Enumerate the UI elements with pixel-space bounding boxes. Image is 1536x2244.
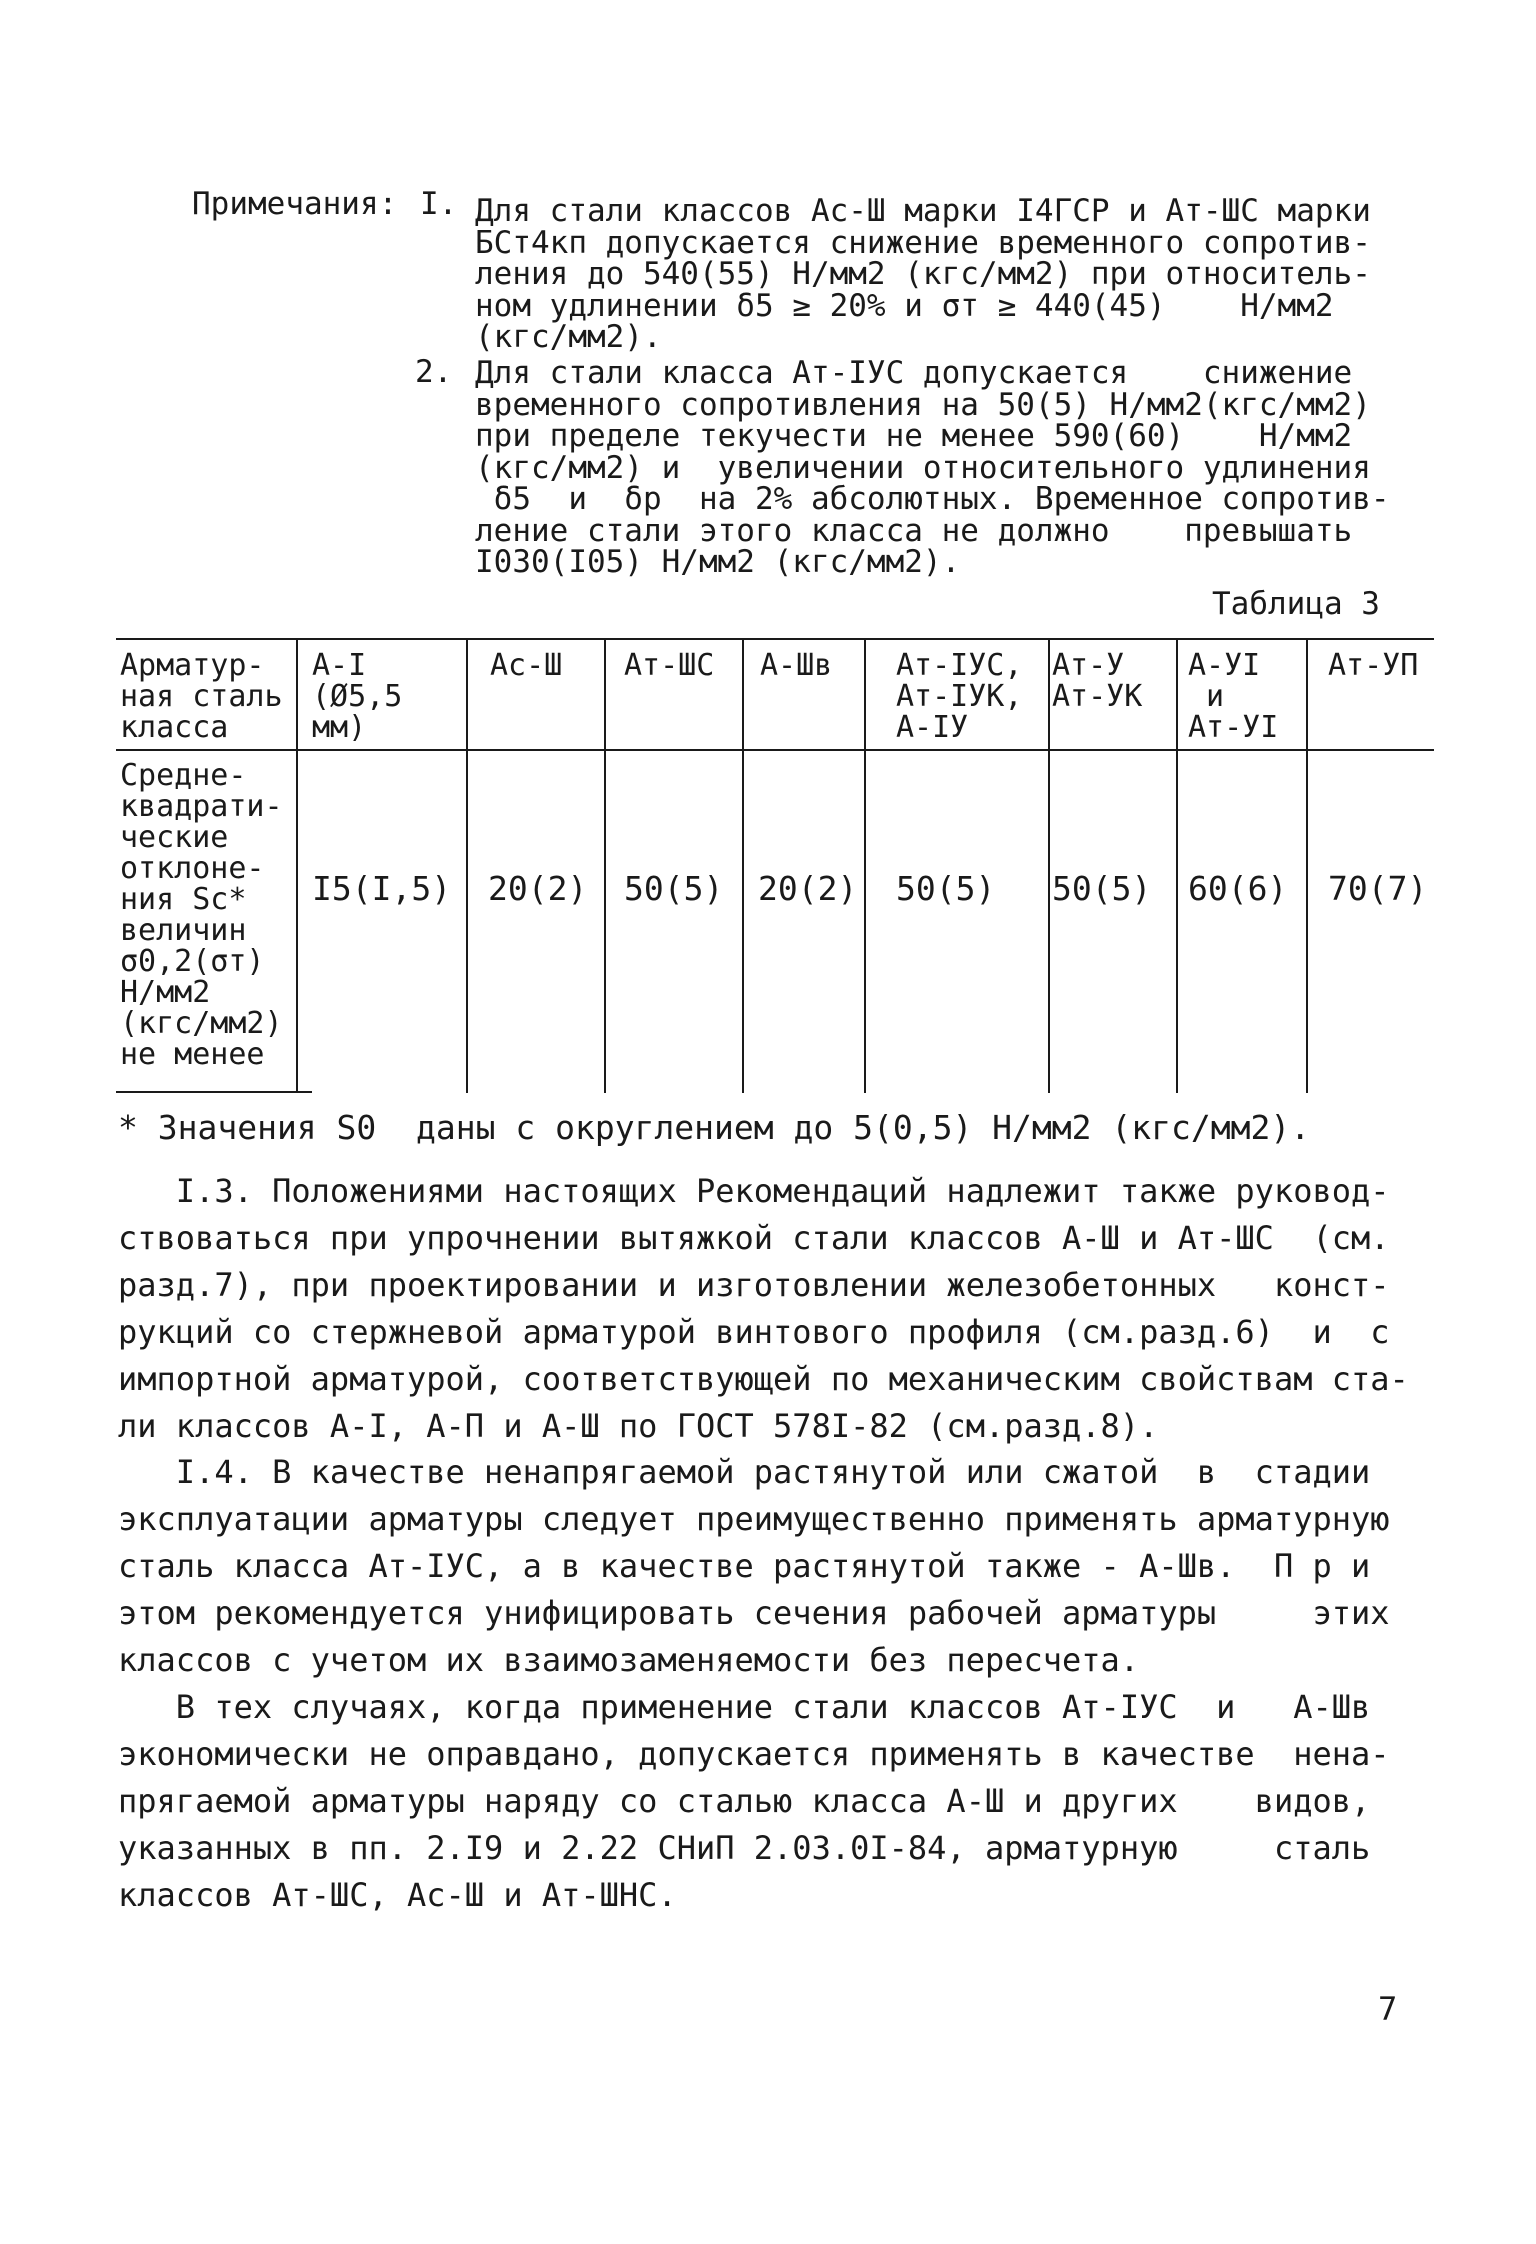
- paragraph-exceptions: [118, 1684, 1416, 1919]
- paragraph-line: экономически не оправдано, допускается применять в качестве нена-: [118, 1735, 1390, 1773]
- column-divider: [296, 638, 298, 1093]
- column-divider: [864, 638, 866, 1093]
- properties-table: [116, 638, 1434, 1093]
- notes-label: Примечания:: [192, 186, 398, 222]
- table-caption: Таблица 3: [1212, 586, 1380, 622]
- header-line: Ас-Ш: [490, 648, 563, 683]
- note-line: БСт4кп допускается снижение временного сопротив-: [475, 224, 1371, 261]
- table-value: 20(2): [758, 869, 858, 908]
- paragraph-line: классов Ат-ШС, Ас-Ш и Ат-ШНС.: [118, 1876, 677, 1914]
- column-divider: [604, 638, 606, 1093]
- header-line: Ат-IУК,: [896, 679, 1023, 714]
- header-cell: [1052, 650, 1142, 712]
- note-line: (кгс/мм2) и увеличении относительного удлинения: [475, 449, 1371, 486]
- note-text: [475, 193, 1410, 355]
- row-label-line: отклоне-: [120, 851, 265, 886]
- table-value: 70(7): [1328, 869, 1428, 908]
- note-number: 2.: [415, 354, 453, 390]
- header-line: Ат-IУС,: [896, 648, 1023, 683]
- table-bottom-border: [116, 1091, 312, 1093]
- header-cell: [1328, 650, 1418, 681]
- paragraph-line: разд.7), при проектировании и изготовлении железобетонных конст-: [118, 1266, 1390, 1304]
- paragraph-1-4: [118, 1449, 1416, 1684]
- row-label: [120, 760, 283, 1070]
- note-line: при пределе текучести не менее 590(60) Н/мм2: [475, 418, 1353, 454]
- row-label-line: Н/мм2: [120, 975, 211, 1010]
- header-line: Ат-ШС: [624, 648, 715, 683]
- note-line: Для стали классов Ас-Ш марки I4ГСР и Ат-ШС марки: [475, 193, 1371, 229]
- note-line: Для стали класса Ат-IУС допускается снижение: [475, 355, 1353, 391]
- header-cell: [760, 650, 832, 681]
- paragraph-line: эксплуатации арматуры следует преимущественно применять арматурную: [118, 1500, 1390, 1538]
- paragraph-line: этом рекомендуется унифицировать сечения рабочей арматуры этих: [118, 1594, 1390, 1632]
- paragraph-line: В тех случаях, когда применение стали классов Ат-IУС и А-Шв: [118, 1688, 1371, 1726]
- header-line: Арматур-: [120, 648, 265, 683]
- note-line: (кгс/мм2).: [475, 319, 662, 355]
- header-cell: [624, 650, 714, 681]
- header-line: (Ø5,5: [312, 679, 403, 714]
- header-line: Ат-У: [1052, 648, 1125, 683]
- header-line: Ат-УI: [1188, 710, 1279, 745]
- column-divider: [1176, 638, 1178, 1093]
- table-value: I5(I,5): [312, 869, 452, 908]
- table-footnote: * Значения S0 даны с округлением до 5(0,5) Н/мм2 (кгс/мм2).: [118, 1108, 1311, 1147]
- note-text: [475, 355, 1410, 580]
- header-line: А-I: [312, 648, 367, 683]
- column-divider: [742, 638, 744, 1093]
- header-line: и: [1188, 679, 1225, 714]
- header-line: класса: [120, 710, 229, 745]
- note-line: δ5 и δр на 2% абсолютных. Временное сопротив-: [475, 481, 1390, 517]
- column-divider: [1048, 638, 1050, 1093]
- header-cell: [1188, 650, 1278, 743]
- page-number: 7: [1378, 1990, 1398, 2028]
- row-label-line: Средне-: [120, 758, 247, 793]
- table-value: 50(5): [896, 869, 996, 908]
- row-label-line: (кгс/мм2): [120, 1006, 283, 1041]
- header-cell: [896, 650, 1022, 743]
- header-row-label: [120, 650, 283, 743]
- row-label-line: квадрати-: [120, 789, 283, 824]
- column-divider: [466, 638, 468, 1093]
- header-cell: [312, 650, 402, 743]
- column-divider: [1306, 638, 1308, 1093]
- paragraph-line: указанных в пп. 2.I9 и 2.22 СНиП 2.03.0I-84, арматурную сталь: [118, 1829, 1371, 1867]
- note-line: ление стали этого класса не должно превышать: [475, 512, 1353, 549]
- table-value: 50(5): [624, 869, 724, 908]
- header-cell: [490, 650, 562, 681]
- paragraph-line: сталь класса Ат-IУС, а в качестве растянутой также - А-Шв. П р и: [118, 1547, 1371, 1585]
- paragraph-line: I.4. В качестве ненапрягаемой растянутой или сжатой в стадии: [118, 1453, 1371, 1491]
- header-line: А-Шв: [760, 648, 833, 683]
- header-line: А-IУ: [896, 710, 969, 745]
- note-line: ном удлинении δ5 ≥ 20% и σт ≥ 440(45) Н/мм2: [475, 287, 1334, 324]
- table-header-border: [116, 749, 1434, 751]
- header-line: Ат-УП: [1328, 648, 1419, 683]
- table-value: 60(6): [1188, 869, 1288, 908]
- paragraph-line: рукций со стержневой арматурой винтового профиля (см.разд.6) и с: [118, 1313, 1390, 1351]
- note-line: временного сопротивления на 50(5) Н/мм2(кгс/мм2): [475, 386, 1371, 423]
- header-line: мм): [312, 710, 367, 745]
- header-line: А-УI: [1188, 648, 1261, 683]
- header-line: ная сталь: [120, 679, 283, 714]
- paragraph-line: ли классов А-I, А-П и А-Ш по ГОСТ 578I-82 (см.разд.8).: [118, 1407, 1159, 1445]
- paragraph-line: импортной арматурой, соответствующей по механическим свойствам ста-: [118, 1360, 1409, 1398]
- header-line: Ат-УК: [1052, 679, 1143, 714]
- paragraph-line: ствоваться при упрочнении вытяжкой стали классов А-Ш и Ат-ШС (см.: [118, 1219, 1390, 1257]
- row-label-line: ческие: [120, 820, 229, 855]
- row-label-line: величин: [120, 913, 247, 948]
- paragraph-1-3: [118, 1168, 1416, 1450]
- table-value: 20(2): [488, 869, 588, 908]
- paragraph-line: классов с учетом их взаимозаменяемости без пересчета.: [118, 1641, 1140, 1679]
- note-line: ления до 540(55) Н/мм2 (кгс/мм2) при относитель-: [475, 256, 1371, 292]
- note-number: I.: [420, 186, 458, 222]
- paragraph-line: I.3. Положениями настоящих Рекомендаций надлежит также руковод-: [118, 1172, 1390, 1210]
- row-label-line: не менее: [120, 1037, 265, 1072]
- table-top-border: [116, 638, 1434, 640]
- note-line: I030(I05) Н/мм2 (кгс/мм2).: [475, 544, 961, 580]
- row-label-line: σ0,2(σт): [120, 944, 265, 979]
- table-value: 50(5): [1052, 869, 1152, 908]
- row-label-line: ния Sc*: [120, 882, 247, 917]
- paragraph-line: прягаемой арматуры наряду со сталью класса А-Ш и других видов,: [118, 1782, 1371, 1820]
